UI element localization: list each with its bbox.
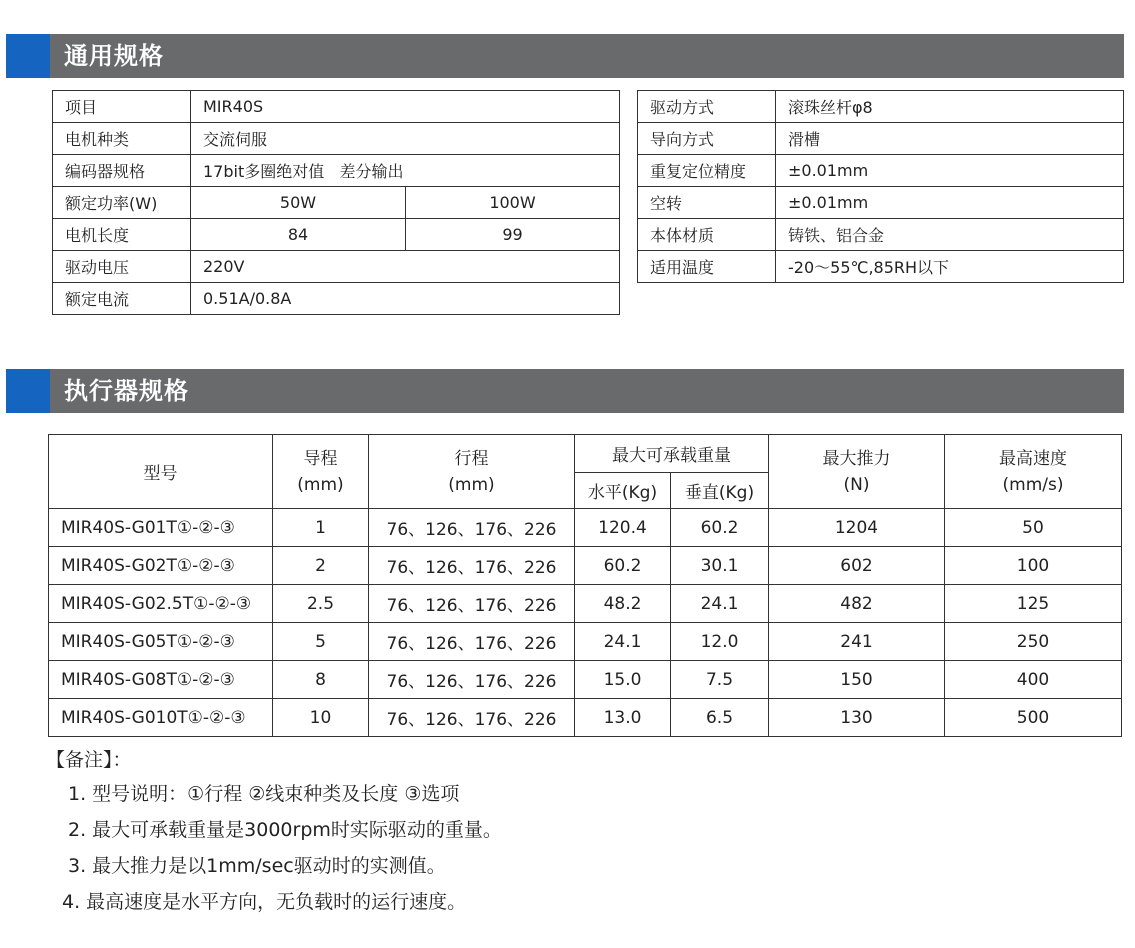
table-row — [638, 219, 1124, 251]
spec-value: 滚珠丝杆φ8 — [776, 91, 1124, 123]
spec-value: ±0.01mm — [776, 187, 1124, 219]
spec-value: 100W — [406, 187, 620, 219]
cell-model: MIR40S-G01T①-②-③ — [49, 509, 273, 547]
table-row — [53, 283, 620, 315]
spec-label: 电机种类 — [53, 123, 191, 155]
table-row — [53, 219, 620, 251]
cell-model: MIR40S-G02.5T①-②-③ — [49, 585, 273, 623]
spec-label: 项目 — [53, 91, 191, 123]
table-row — [49, 623, 1122, 661]
table-row — [49, 585, 1122, 623]
table-row — [53, 155, 620, 187]
col-header-thrust — [769, 435, 945, 509]
note-item: 4. 最高速度是水平方向，无负载时的运行速度。 — [62, 891, 467, 913]
cell-lead: 8 — [273, 661, 369, 699]
spec-label: 编码器规格 — [53, 155, 191, 187]
cell-horizontal: 15.0 — [575, 661, 671, 699]
table-row — [49, 547, 1122, 585]
cell-horizontal: 48.2 — [575, 585, 671, 623]
spec-label: 额定功率(W) — [53, 187, 191, 219]
cell-lead: 5 — [273, 623, 369, 661]
spec-label: 驱动方式 — [638, 91, 776, 123]
table-row — [638, 91, 1124, 123]
cell-vertical: 7.5 — [671, 661, 769, 699]
cell-stroke: 76、126、176、226 — [369, 699, 575, 737]
general-spec-title: 通用规格 — [64, 42, 164, 70]
spec-value: 0.51A/0.8A — [191, 283, 620, 315]
col-header-speed-unit: (mm/s) — [1002, 474, 1064, 495]
col-header-load: 最大可承载重量 — [575, 435, 769, 473]
general-spec-table-right — [637, 90, 1124, 283]
spec-label: 电机长度 — [53, 219, 191, 251]
cell-model: MIR40S-G05T①-②-③ — [49, 623, 273, 661]
table-row — [53, 251, 620, 283]
cell-speed: 400 — [945, 661, 1122, 699]
cell-thrust: 150 — [769, 661, 945, 699]
cell-horizontal: 24.1 — [575, 623, 671, 661]
spec-value: ±0.01mm — [776, 155, 1124, 187]
table-row — [53, 187, 620, 219]
table-row — [638, 123, 1124, 155]
spec-label: 导向方式 — [638, 123, 776, 155]
table-row — [53, 91, 620, 123]
cell-lead: 10 — [273, 699, 369, 737]
col-header-thrust-label: 最大推力 — [822, 448, 891, 469]
cell-vertical: 6.5 — [671, 699, 769, 737]
actuator-spec-table — [48, 434, 1122, 737]
table-row — [49, 699, 1122, 737]
spec-label: 本体材质 — [638, 219, 776, 251]
cell-lead: 1 — [273, 509, 369, 547]
col-header-horizontal: 水平(Kg) — [575, 473, 671, 509]
col-header-lead — [273, 435, 369, 509]
table-row — [638, 251, 1124, 283]
spec-value: MIR40S — [191, 91, 620, 123]
cell-model: MIR40S-G08T①-②-③ — [49, 661, 273, 699]
spec-value: 交流伺服 — [191, 123, 620, 155]
spec-value: 220V — [191, 251, 620, 283]
cell-speed: 250 — [945, 623, 1122, 661]
cell-vertical: 24.1 — [671, 585, 769, 623]
col-header-speed — [945, 435, 1122, 509]
cell-horizontal: 13.0 — [575, 699, 671, 737]
cell-speed: 500 — [945, 699, 1122, 737]
spec-value: 滑槽 — [776, 123, 1124, 155]
cell-stroke: 76、126、176、226 — [369, 661, 575, 699]
cell-model: MIR40S-G010T①-②-③ — [49, 699, 273, 737]
cell-vertical: 30.1 — [671, 547, 769, 585]
cell-stroke: 76、126、176、226 — [369, 547, 575, 585]
col-header-lead-label: 导程 — [303, 448, 338, 469]
col-header-model: 型号 — [49, 435, 273, 509]
cell-model: MIR40S-G02T①-②-③ — [49, 547, 273, 585]
cell-thrust: 602 — [769, 547, 945, 585]
col-header-stroke-label: 行程 — [454, 448, 489, 469]
col-header-stroke — [369, 435, 575, 509]
header-accent — [6, 34, 50, 78]
spec-value: 84 — [191, 219, 406, 251]
cell-speed: 100 — [945, 547, 1122, 585]
spec-label: 适用温度 — [638, 251, 776, 283]
cell-speed: 125 — [945, 585, 1122, 623]
col-header-thrust-unit: (N) — [843, 474, 870, 495]
table-row — [638, 155, 1124, 187]
cell-thrust: 130 — [769, 699, 945, 737]
spec-value: 铸铁、铝合金 — [776, 219, 1124, 251]
table-row — [638, 187, 1124, 219]
cell-vertical: 12.0 — [671, 623, 769, 661]
col-header-lead-unit: (mm) — [297, 474, 344, 495]
table-row — [53, 123, 620, 155]
cell-speed: 50 — [945, 509, 1122, 547]
spec-label: 重复定位精度 — [638, 155, 776, 187]
cell-thrust: 1204 — [769, 509, 945, 547]
notes-heading: 【备注】： — [46, 749, 132, 771]
spec-label: 空转 — [638, 187, 776, 219]
header-accent — [6, 369, 50, 413]
spec-value: 50W — [191, 187, 406, 219]
cell-vertical: 60.2 — [671, 509, 769, 547]
col-header-speed-label: 最高速度 — [999, 448, 1067, 469]
cell-lead: 2 — [273, 547, 369, 585]
notes-section — [46, 744, 502, 920]
cell-horizontal: 60.2 — [575, 547, 671, 585]
note-item: 2. 最大可承载重量是3000rpm时实际驱动的重量。 — [68, 819, 502, 841]
col-header-stroke-unit: (mm) — [448, 474, 495, 495]
cell-horizontal: 120.4 — [575, 509, 671, 547]
actuator-spec-title: 执行器规格 — [64, 377, 189, 405]
spec-label: 额定电流 — [53, 283, 191, 315]
note-item: 1. 型号说明：①行程 ②线束种类及长度 ③选项 — [68, 783, 460, 805]
cell-thrust: 482 — [769, 585, 945, 623]
note-item: 3. 最大推力是以1mm/sec驱动时的实测值。 — [68, 855, 446, 877]
cell-stroke: 76、126、176、226 — [369, 509, 575, 547]
spec-value: 17bit多圈绝对值 差分输出 — [191, 155, 620, 187]
table-row — [49, 661, 1122, 699]
cell-lead: 2.5 — [273, 585, 369, 623]
general-spec-header — [6, 34, 1124, 78]
actuator-spec-header — [6, 369, 1124, 413]
cell-stroke: 76、126、176、226 — [369, 623, 575, 661]
table-row — [49, 509, 1122, 547]
spec-value: 99 — [406, 219, 620, 251]
spec-label: 驱动电压 — [53, 251, 191, 283]
cell-thrust: 241 — [769, 623, 945, 661]
spec-value: -20～55℃,85RH以下 — [776, 251, 1124, 283]
col-header-vertical: 垂直(Kg) — [671, 473, 769, 509]
cell-stroke: 76、126、176、226 — [369, 585, 575, 623]
general-spec-table-left — [52, 90, 620, 315]
